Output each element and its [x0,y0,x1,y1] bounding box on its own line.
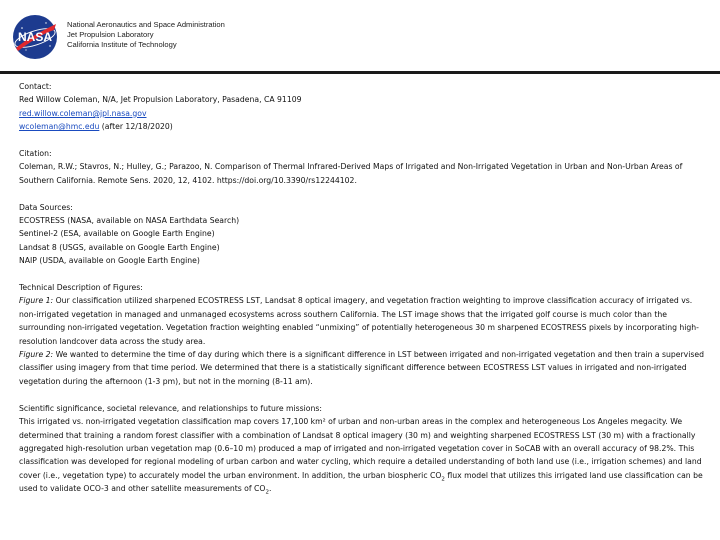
figure-2-description [19,348,709,388]
figure-2-label: Figure 2: [19,350,54,360]
document-body [19,80,709,509]
contact-heading: Contact: [19,82,52,91]
significance-text [19,415,709,495]
significance-text-mid: flux model that utilizes this irrigated land use classification can be used to validate OCO-3 and other satellite measurements of CO [19,470,703,494]
nasa-logo [12,14,58,60]
contact-line: Red Willow Coleman, N/A, Jet Propulsion Laboratory, Pasadena, CA 91109 [19,95,302,105]
email-link-hmc[interactable]: wcoleman@hmc.edu [19,122,100,132]
data-source-item: Sentinel-2 (ESA, available on Google Earth Engine) [19,229,215,239]
lab-name: Jet Propulsion Laboratory [67,30,154,40]
document-header [0,0,720,70]
contact-section [19,80,709,134]
significance-text-main: This irrigated vs. non-irrigated vegetation classification map covers 17,100 km² of urban and non-urban areas in the complex and heterogeneous Los Angeles megacity. We determined that training a random forest classifier with a combination of Landsat 8 optical imagery (30 m) and weighting sharpened ECOSTRESS LST (30 m) with a fractionally aggregated high-resolution urban vegetation map (0.6–10 m) produced a map of irrigated and non-irrigated vegetation cover in SoCAB with an overall accuracy of 98.2%. This classification was developed for regional modeling of urban carbon and water cycling, which require a detailed understanding of both land use (i.e., irrigation schemes) and land cover (i.e., vegetation type) to accurately model the urban environment. In addition, the urban biospheric CO [19,417,702,480]
data-source-item: ECOSTRESS (NASA, available on NASA Earthdata Search) [19,216,240,226]
figure-1-label: Figure 1: [19,296,54,306]
significance-section [19,402,709,496]
agency-name: National Aeronautics and Space Administration [67,20,225,29]
data-source-item: NAIP (USDA, available on Google Earth Engine) [19,256,200,266]
co2-subscript: 2 [265,489,269,496]
data-sources-heading: Data Sources: [19,202,73,212]
institute-name: California Institute of Technology [67,40,177,50]
figures-heading: Technical Description of Figures: [19,283,143,293]
citation-text: Coleman, R.W.; Stavros, N.; Hulley, G.; Parazoo, N. Comparison of Thermal Infrared-Derived Maps of Irrigated and Non-Irrigated Vegetation in Urban and Non-Urban Areas of Southern California. Remote Sens. 2020, 12, 4102. https://doi.org/10.3390/rs12244102. [19,162,683,185]
data-source-item: Landsat 8 (USGS, available on Google Earth Engine) [19,242,220,252]
citation-section [19,147,709,187]
data-sources-section [19,201,709,268]
svg-text:NASA: NASA [17,30,53,44]
header-divider [0,71,720,74]
figures-section [19,281,709,388]
citation-heading: Citation: [19,149,52,159]
significance-text-end: . [268,484,272,494]
email-note: (after 12/18/2020) [99,122,173,132]
co2-subscript: 2 [441,476,445,483]
significance-heading: Scientific significance, societal relevance, and relationships to future missions: [19,403,322,413]
email-link-jpl[interactable]: red.willow.coleman@jpl.nasa.gov [19,108,147,118]
figure-1-text: Our classification utilized sharpened ECOSTRESS LST, Landsat 8 optical imagery, and vegetation fraction weighting to improve classification accuracy of irrigated vs. non-irrigated vegetation in managed and unmanaged ecosystems across southern California. The LST image shows that the irrigated golf course is much color than the surrounding non-irrigated vegetation. Vegetation fraction weighting enabled “unmixing” of potentially heterogeneous 30 m sharpened ECOSTRESS pixels by incorporating high-resolution landcover data across the study area. [19,296,699,346]
agency-block [67,20,225,51]
figure-1-description [19,294,709,348]
figure-2-text: We wanted to determine the time of day during which there is a significant difference in LST between irrigated and non-irrigated vegetation and then train a supervised classifier using imagery from that time period. We determined that there is a statistically significant difference between ECOSTRESS LST values in irrigated and non-irrigated vegetation during the afternoon (1-3 pm), but not in the morning (8-11 am). [19,350,704,386]
